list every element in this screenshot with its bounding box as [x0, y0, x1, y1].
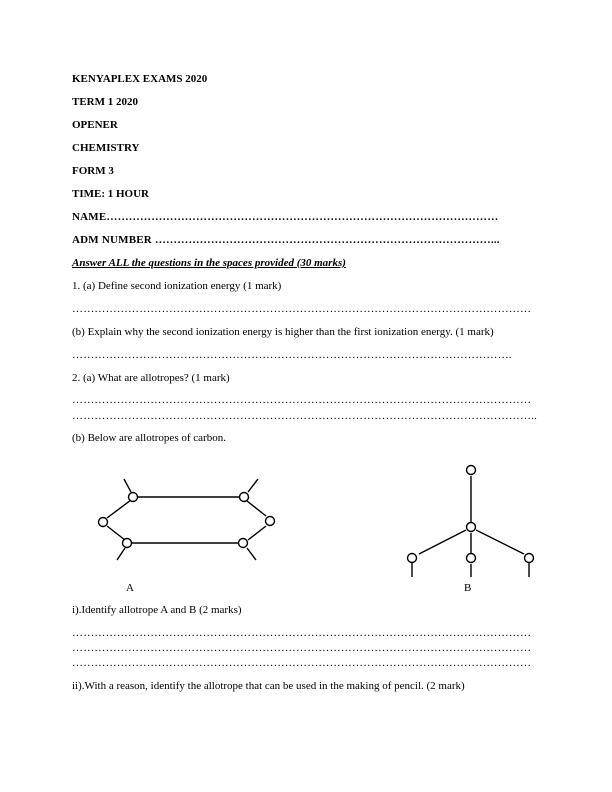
- instructions: Answer ALL the questions in the spaces provided (30 marks): [72, 257, 346, 269]
- carbon-atom: [408, 554, 417, 563]
- bond: [476, 530, 524, 554]
- answer-line-7: ……………………………………………………………………………………………………………: [72, 657, 532, 669]
- carbon-atom: [467, 554, 476, 563]
- carbon-atom: [467, 523, 476, 532]
- question-2a: 2. (a) What are allotropes? (1 mark): [72, 372, 230, 384]
- answer-line-3: ……………………………………………………………………………………………………………: [72, 394, 532, 406]
- name-field: NAME……………………………………………………………………………………………: [72, 211, 499, 223]
- bond: [419, 530, 466, 554]
- question-1a: 1. (a) Define second ionization energy (1 mark): [72, 280, 282, 292]
- carbon-atom: [467, 466, 476, 475]
- answer-line-5: ……………………………………………………………………………………………………………: [72, 627, 532, 639]
- exam-org: KENYAPLEX EXAMS 2020: [72, 73, 208, 85]
- allotrope-b-label: B: [464, 582, 472, 594]
- question-2b-ii: ii).With a reason, identify the allotrope that can be used in the making of pencil. (2 mark): [72, 680, 465, 692]
- allotrope-a-label: A: [126, 582, 134, 594]
- question-1b: (b) Explain why the second ionization energy is higher than the first ionization energy. (1 mark): [72, 326, 494, 338]
- answer-line-2: ……………………………………………………………………………………………………….: [72, 349, 512, 361]
- answer-line-4: ……………………………………………………………………………………………………………..: [72, 410, 538, 422]
- question-2b-i: i).Identify allotrope A and B (2 marks): [72, 604, 242, 616]
- exam-type: OPENER: [72, 119, 118, 131]
- answer-line-6: ……………………………………………………………………………………………………………: [72, 642, 532, 654]
- question-2b: (b) Below are allotropes of carbon.: [72, 432, 226, 444]
- carbon-atom: [525, 554, 534, 563]
- exam-term: TERM 1 2020: [72, 96, 138, 108]
- exam-subject: CHEMISTRY: [72, 142, 140, 154]
- adm-number-field: ADM NUMBER ………………………………………………………………………………...: [72, 234, 500, 246]
- answer-line-1: ……………………………………………………………………………………………………………: [72, 303, 532, 315]
- exam-time: TIME: 1 HOUR: [72, 188, 149, 200]
- exam-form: FORM 3: [72, 165, 114, 177]
